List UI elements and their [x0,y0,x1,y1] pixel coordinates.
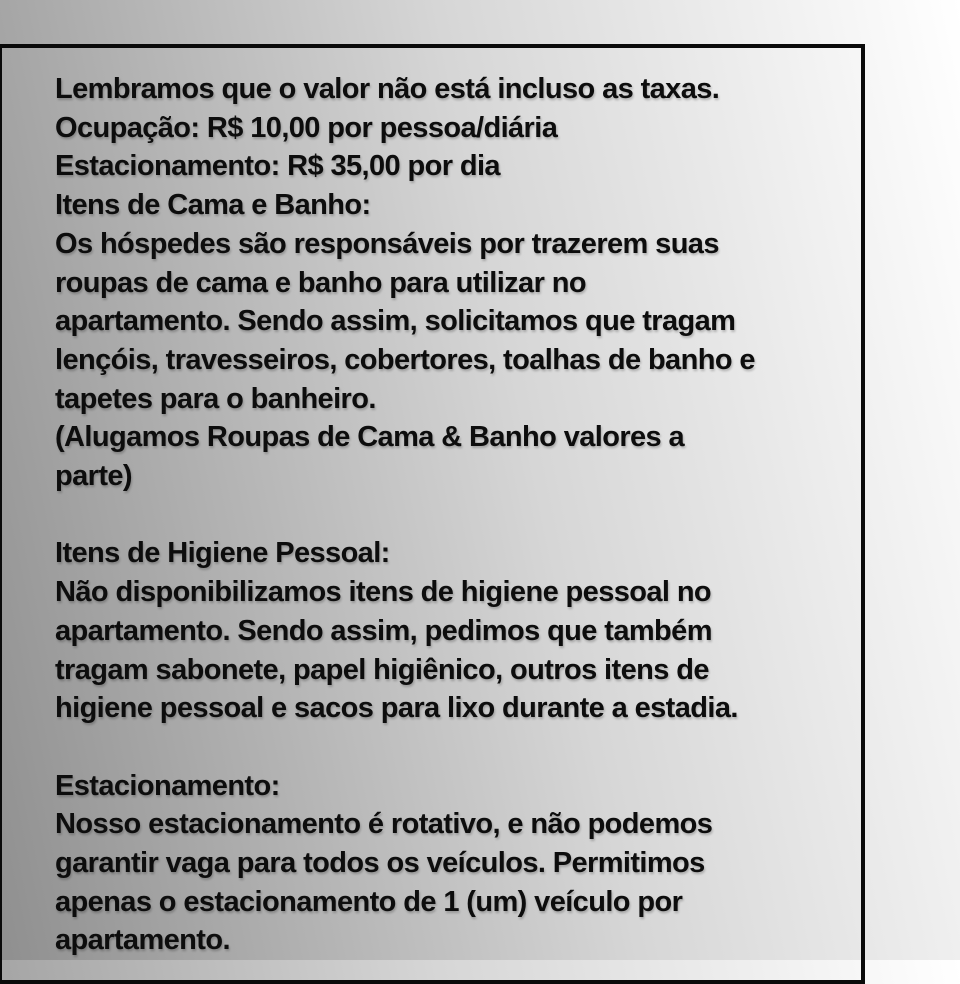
text-line: Nosso estacionamento é rotativo, e não podemos [55,808,713,841]
text-line: lençóis, travesseiros, cobertores, toalhas de banho e [55,343,755,376]
text-line: Os hóspedes são responsáveis por trazerem suas [55,227,719,260]
text-line: apartamento. Sendo assim, pedimos que também [55,614,712,647]
text-line: Lembramos que o valor não está incluso as taxas. [55,73,720,105]
text-line: garantir vaga para todos os veículos. Permitimos [55,847,705,880]
section-heading: Itens de Higiene Pessoal: [55,537,390,570]
blank-line [55,728,845,767]
text-line: Ocupação: R$ 10,00 por pessoa/diária [55,111,558,144]
text-line: Estacionamento: R$ 35,00 por dia [55,150,500,183]
text-line: Não disponibilizamos itens de higiene pessoal no [55,576,712,609]
section-heading: Estacionamento: [55,769,280,802]
text-line: parte) [55,460,132,493]
text-line: apartamento. [55,924,230,957]
text-line: tragam sabonete, papel higiênico, outros itens de [55,653,709,686]
text-line: (Alugamos Roupas de Cama & Banho valores a [55,421,685,454]
text-line: higiene pessoal e sacos para lixo durante a estadia. [55,692,738,725]
text-line: apenas o estacionamento de 1 (um) veículo por [55,885,683,918]
text-line: tapetes para o banheiro. [55,382,376,415]
text-line: apartamento. Sendo assim, solicitamos que tragam [55,305,736,338]
blank-line [55,496,845,535]
section-heading: Itens de Cama e Banho: [55,189,371,222]
notice-text-block [55,70,845,960]
text-line: roupas de cama e banho para utilizar no [55,266,586,299]
